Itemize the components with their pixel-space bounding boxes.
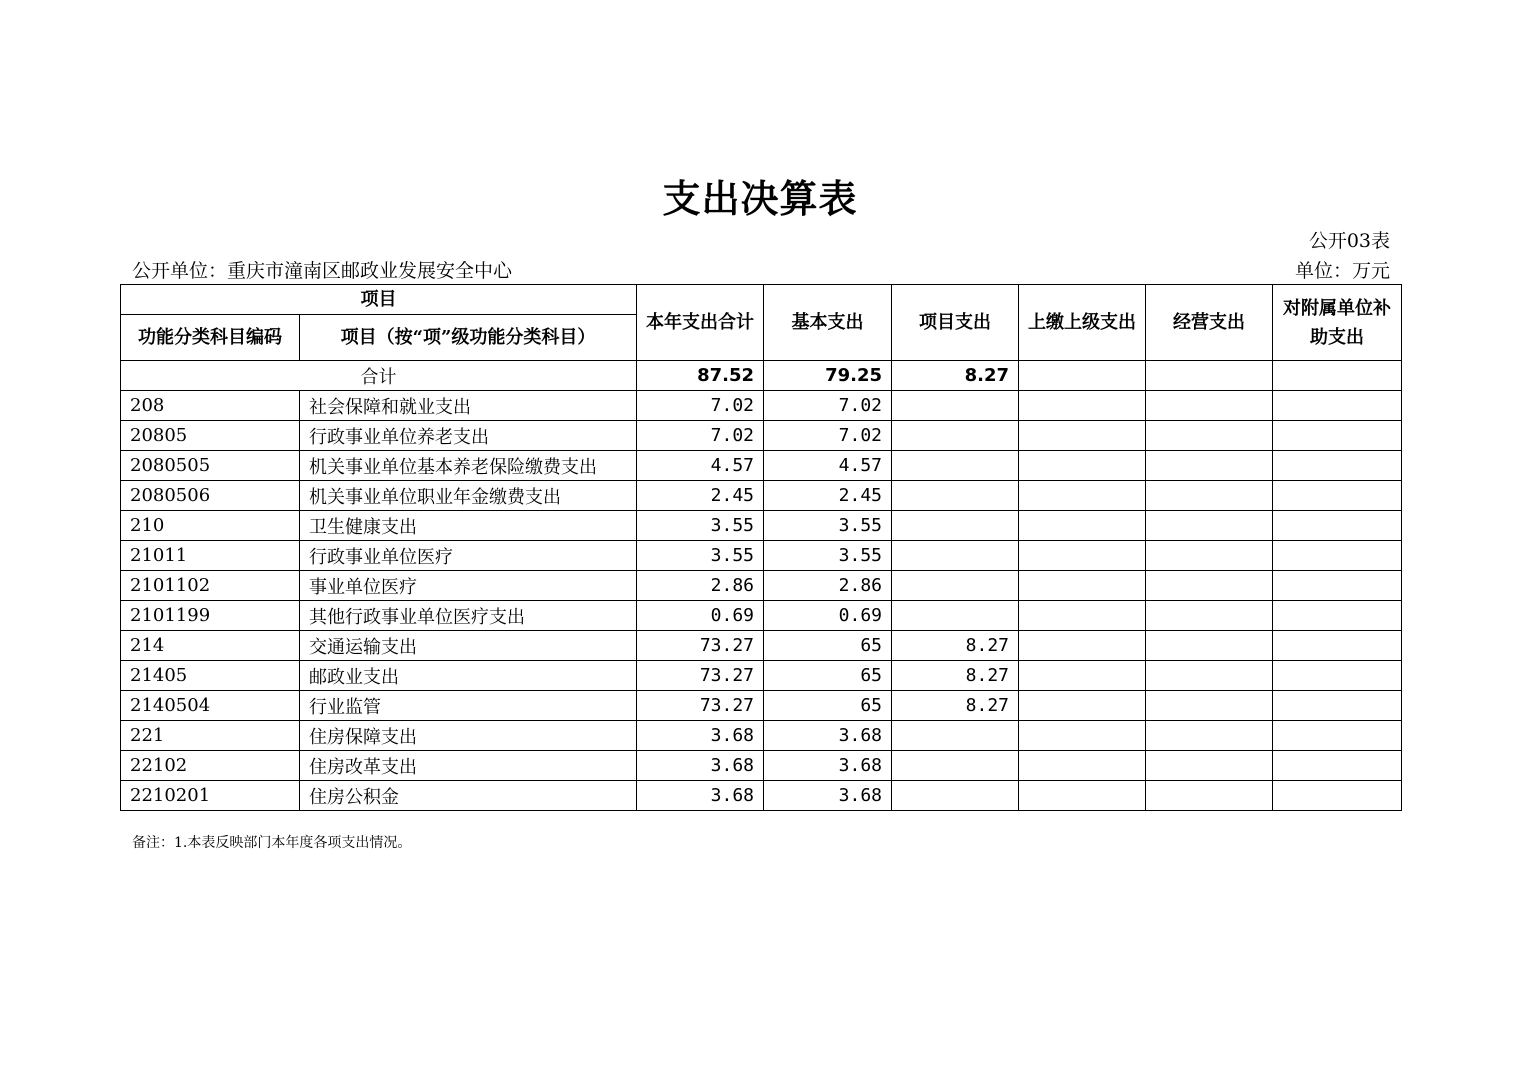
cell-total: 73.27 — [637, 661, 764, 691]
cell-upper — [1019, 661, 1146, 691]
cell-upper — [1019, 541, 1146, 571]
cell-code: 214 — [121, 631, 300, 661]
cell-name: 住房保障支出 — [300, 721, 637, 751]
cell-name: 行业监管 — [300, 691, 637, 721]
cell-subsidy — [1273, 661, 1402, 691]
cell-total: 3.68 — [637, 751, 764, 781]
cell-code: 221 — [121, 721, 300, 751]
cell-name: 事业单位医疗 — [300, 571, 637, 601]
table-row — [121, 751, 1402, 781]
cell-project — [892, 571, 1019, 601]
form-number: 公开03表 — [1308, 230, 1390, 252]
cell-upper — [1019, 511, 1146, 541]
cell-subsidy — [1273, 691, 1402, 721]
header-upper: 上缴上级支出 — [1019, 285, 1146, 361]
cell-business — [1146, 691, 1273, 721]
table-row — [121, 631, 1402, 661]
table-row — [121, 601, 1402, 631]
cell-upper — [1019, 391, 1146, 421]
cell-name: 机关事业单位职业年金缴费支出 — [300, 481, 637, 511]
cell-total: 3.55 — [637, 511, 764, 541]
cell-subsidy — [1273, 571, 1402, 601]
table-row — [121, 721, 1402, 751]
table-row — [121, 451, 1402, 481]
cell-project: 8.27 — [892, 661, 1019, 691]
cell-name: 交通运输支出 — [300, 631, 637, 661]
cell-business — [1146, 481, 1273, 511]
cell-subsidy — [1273, 631, 1402, 661]
cell-basic: 3.68 — [764, 781, 892, 811]
sum-project: 8.27 — [892, 361, 1019, 391]
cell-project — [892, 451, 1019, 481]
cell-upper — [1019, 781, 1146, 811]
cell-code: 22102 — [121, 751, 300, 781]
cell-total: 2.86 — [637, 571, 764, 601]
cell-upper — [1019, 421, 1146, 451]
cell-business — [1146, 661, 1273, 691]
cell-project — [892, 781, 1019, 811]
cell-basic: 3.68 — [764, 751, 892, 781]
cell-code: 2080506 — [121, 481, 300, 511]
cell-basic: 65 — [764, 661, 892, 691]
cell-subsidy — [1273, 541, 1402, 571]
cell-business — [1146, 451, 1273, 481]
cell-name: 机关事业单位基本养老保险缴费支出 — [300, 451, 637, 481]
cell-upper — [1019, 631, 1146, 661]
cell-basic: 3.55 — [764, 511, 892, 541]
cell-project — [892, 541, 1019, 571]
cell-basic: 7.02 — [764, 421, 892, 451]
cell-business — [1146, 391, 1273, 421]
sum-business — [1146, 361, 1273, 391]
cell-basic: 4.57 — [764, 451, 892, 481]
cell-code: 2080505 — [121, 451, 300, 481]
table-row — [121, 511, 1402, 541]
cell-code: 2210201 — [121, 781, 300, 811]
header-name: 项目（按“项”级功能分类科目） — [300, 315, 637, 361]
sum-label: 合计 — [121, 361, 637, 391]
cell-project — [892, 601, 1019, 631]
cell-upper — [1019, 451, 1146, 481]
cell-total: 73.27 — [637, 631, 764, 661]
cell-basic: 0.69 — [764, 601, 892, 631]
cell-basic: 65 — [764, 631, 892, 661]
cell-code: 2140504 — [121, 691, 300, 721]
cell-upper — [1019, 721, 1146, 751]
cell-name: 卫生健康支出 — [300, 511, 637, 541]
sum-basic: 79.25 — [764, 361, 892, 391]
cell-subsidy — [1273, 721, 1402, 751]
cell-subsidy — [1273, 601, 1402, 631]
table-row — [121, 781, 1402, 811]
cell-project: 8.27 — [892, 691, 1019, 721]
cell-subsidy — [1273, 391, 1402, 421]
sum-upper — [1019, 361, 1146, 391]
cell-project — [892, 751, 1019, 781]
cell-business — [1146, 421, 1273, 451]
cell-business — [1146, 631, 1273, 661]
cell-total: 7.02 — [637, 391, 764, 421]
cell-name: 住房公积金 — [300, 781, 637, 811]
cell-total: 2.45 — [637, 481, 764, 511]
header-project: 项目支出 — [892, 285, 1019, 361]
cell-project — [892, 721, 1019, 751]
cell-total: 0.69 — [637, 601, 764, 631]
cell-name: 邮政业支出 — [300, 661, 637, 691]
cell-subsidy — [1273, 481, 1402, 511]
cell-name: 其他行政事业单位医疗支出 — [300, 601, 637, 631]
cell-name: 社会保障和就业支出 — [300, 391, 637, 421]
cell-code: 210 — [121, 511, 300, 541]
cell-upper — [1019, 481, 1146, 511]
cell-total: 3.55 — [637, 541, 764, 571]
cell-upper — [1019, 691, 1146, 721]
cell-total: 73.27 — [637, 691, 764, 721]
cell-upper — [1019, 601, 1146, 631]
footnote: 备注：1.本表反映部门本年度各项支出情况。 — [132, 835, 412, 851]
cell-project — [892, 481, 1019, 511]
header-subsidy: 对附属单位补助支出 — [1273, 285, 1402, 361]
cell-basic: 3.68 — [764, 721, 892, 751]
cell-name: 行政事业单位养老支出 — [300, 421, 637, 451]
cell-business — [1146, 781, 1273, 811]
table-row — [121, 421, 1402, 451]
currency-unit: 单位：万元 — [1294, 260, 1390, 282]
cell-subsidy — [1273, 511, 1402, 541]
cell-total: 3.68 — [637, 781, 764, 811]
cell-name: 住房改革支出 — [300, 751, 637, 781]
table-row — [121, 571, 1402, 601]
cell-project: 8.27 — [892, 631, 1019, 661]
header-item-group: 项目 — [121, 285, 637, 315]
cell-basic: 2.86 — [764, 571, 892, 601]
page-title: 支出决算表 — [662, 176, 858, 221]
cell-subsidy — [1273, 751, 1402, 781]
table-row — [121, 541, 1402, 571]
cell-total: 7.02 — [637, 421, 764, 451]
expenditure-table — [120, 284, 1402, 811]
cell-project — [892, 421, 1019, 451]
cell-business — [1146, 721, 1273, 751]
table-row — [121, 691, 1402, 721]
sum-total: 87.52 — [637, 361, 764, 391]
cell-subsidy — [1273, 451, 1402, 481]
cell-business — [1146, 571, 1273, 601]
cell-code: 2101199 — [121, 601, 300, 631]
cell-subsidy — [1273, 421, 1402, 451]
cell-name: 行政事业单位医疗 — [300, 541, 637, 571]
table-row — [121, 481, 1402, 511]
cell-business — [1146, 601, 1273, 631]
cell-basic: 65 — [764, 691, 892, 721]
cell-code: 21011 — [121, 541, 300, 571]
cell-code: 20805 — [121, 421, 300, 451]
cell-business — [1146, 541, 1273, 571]
cell-business — [1146, 751, 1273, 781]
header-code: 功能分类科目编码 — [121, 315, 300, 361]
cell-business — [1146, 511, 1273, 541]
cell-total: 4.57 — [637, 451, 764, 481]
cell-code: 2101102 — [121, 571, 300, 601]
header-business: 经营支出 — [1146, 285, 1273, 361]
cell-basic: 3.55 — [764, 541, 892, 571]
cell-total: 3.68 — [637, 721, 764, 751]
cell-code: 21405 — [121, 661, 300, 691]
cell-basic: 7.02 — [764, 391, 892, 421]
cell-upper — [1019, 571, 1146, 601]
header-total: 本年支出合计 — [637, 285, 764, 361]
cell-upper — [1019, 751, 1146, 781]
header-basic: 基本支出 — [764, 285, 892, 361]
table-row — [121, 391, 1402, 421]
table-row — [121, 661, 1402, 691]
cell-subsidy — [1273, 781, 1402, 811]
sum-row — [121, 361, 1402, 391]
cell-basic: 2.45 — [764, 481, 892, 511]
cell-project — [892, 511, 1019, 541]
cell-code: 208 — [121, 391, 300, 421]
cell-project — [892, 391, 1019, 421]
reporting-unit: 公开单位：重庆市潼南区邮政业发展安全中心 — [132, 260, 513, 282]
sum-subsidy — [1273, 361, 1402, 391]
